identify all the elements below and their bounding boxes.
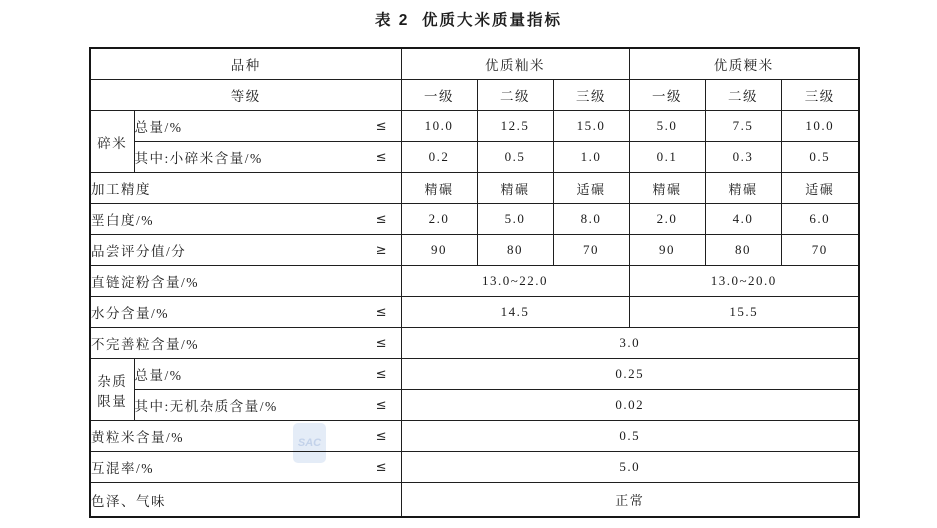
row-label: 垩白度/%	[91, 213, 154, 228]
row-label-cell	[90, 297, 401, 328]
value-cell: 14.5	[401, 297, 629, 328]
row-mixing-rate	[90, 452, 859, 483]
value-cell: 13.0~20.0	[629, 266, 859, 297]
value-cell: 5.0	[629, 111, 705, 142]
row-label-cell	[134, 359, 401, 390]
le-operator: ≤	[375, 428, 387, 444]
row-taste-score	[90, 235, 859, 266]
grade-cell: 二级	[705, 80, 781, 111]
value-cell: 5.0	[477, 204, 553, 235]
value-cell: 0.3	[705, 142, 781, 173]
row-label: 互混率/%	[91, 461, 154, 476]
row-small-broken-rice	[90, 142, 859, 173]
value-cell: 3.0	[401, 328, 859, 359]
value-cell: 精碾	[477, 173, 553, 204]
row-label: 黄粒米含量/%	[91, 430, 184, 445]
value-cell: 0.5	[401, 421, 859, 452]
table-title: 表 2 优质大米质量指标	[374, 12, 563, 29]
row-label: 色泽、气味	[91, 493, 166, 509]
header-row-variety	[90, 48, 859, 80]
le-operator: ≤	[375, 366, 387, 382]
le-operator: ≤	[375, 304, 387, 320]
row-label: 直链淀粉含量/%	[91, 275, 199, 290]
value-cell: 2.0	[629, 204, 705, 235]
row-moisture-content	[90, 297, 859, 328]
grade-header-cell: 等级	[90, 80, 401, 111]
ge-operator: ≥	[375, 242, 387, 258]
value-cell: 精碾	[705, 173, 781, 204]
value-cell: 8.0	[553, 204, 629, 235]
indica-group-header: 优质籼米	[401, 48, 629, 80]
value-cell: 正常	[401, 483, 859, 518]
value-cell: 12.5	[477, 111, 553, 142]
broken-rice-group-cell: 碎米	[90, 111, 134, 173]
row-inorganic-impurity	[90, 390, 859, 421]
value-cell: 0.25	[401, 359, 859, 390]
value-cell: 70	[553, 235, 629, 266]
row-label-cell	[90, 421, 401, 452]
grade-cell: 二级	[477, 80, 553, 111]
impurity-group-line1: 杂质	[97, 373, 128, 389]
row-label-cell	[134, 111, 401, 142]
grade-cell: 三级	[781, 80, 859, 111]
value-cell: 适碾	[553, 173, 629, 204]
row-label: 加工精度	[91, 182, 151, 197]
grade-cell: 一级	[629, 80, 705, 111]
value-cell: 10.0	[401, 111, 477, 142]
le-operator: ≤	[375, 118, 387, 134]
row-label-cell	[90, 328, 401, 359]
row-label-cell	[90, 173, 401, 204]
row-label: 品尝评分值/分	[91, 244, 187, 259]
japonica-group-header: 优质粳米	[629, 48, 859, 80]
le-operator: ≤	[375, 459, 387, 475]
le-operator: ≤	[375, 397, 387, 413]
value-cell: 80	[477, 235, 553, 266]
value-cell: 5.0	[401, 452, 859, 483]
row-color-odor	[90, 483, 859, 518]
row-label-cell	[134, 142, 401, 173]
row-label-cell	[90, 483, 401, 518]
value-cell: 6.0	[781, 204, 859, 235]
row-label: 水分含量/%	[91, 306, 169, 321]
row-label: 不完善粒含量/%	[91, 337, 199, 352]
value-cell: 13.0~22.0	[401, 266, 629, 297]
le-operator: ≤	[375, 211, 387, 227]
rice-quality-table	[89, 47, 860, 518]
impurity-group-cell	[90, 359, 134, 421]
value-cell: 0.5	[477, 142, 553, 173]
value-cell: 70	[781, 235, 859, 266]
row-label-cell	[90, 204, 401, 235]
grade-cell: 一级	[401, 80, 477, 111]
row-chalkiness	[90, 204, 859, 235]
header-row-grade	[90, 80, 859, 111]
row-broken-rice-total	[90, 111, 859, 142]
row-label: 其中:小碎米含量/%	[134, 151, 263, 166]
value-cell: 适碾	[781, 173, 859, 204]
value-cell: 90	[629, 235, 705, 266]
row-impurity-total	[90, 359, 859, 390]
grade-cell: 三级	[553, 80, 629, 111]
row-unsound-kernels	[90, 328, 859, 359]
row-label-cell	[90, 452, 401, 483]
value-cell: 4.0	[705, 204, 781, 235]
row-label-cell	[90, 235, 401, 266]
row-label-cell	[90, 266, 401, 297]
row-milling-degree	[90, 173, 859, 204]
value-cell: 0.2	[401, 142, 477, 173]
row-label-cell	[134, 390, 401, 421]
value-cell: 0.5	[781, 142, 859, 173]
variety-header-cell: 品种	[90, 48, 401, 80]
value-cell: 10.0	[781, 111, 859, 142]
value-cell: 0.1	[629, 142, 705, 173]
value-cell: 15.0	[553, 111, 629, 142]
value-cell: 7.5	[705, 111, 781, 142]
sac-watermark-text: SAC	[297, 437, 322, 449]
row-amylose-content	[90, 266, 859, 297]
row-label: 其中:无机杂质含量/%	[134, 399, 278, 414]
value-cell: 15.5	[629, 297, 859, 328]
row-yellow-kernels	[90, 421, 859, 452]
row-label: 总量/%	[134, 120, 183, 135]
le-operator: ≤	[375, 335, 387, 351]
row-label: 总量/%	[134, 368, 183, 383]
value-cell: 90	[401, 235, 477, 266]
le-operator: ≤	[375, 149, 387, 165]
value-cell: 80	[705, 235, 781, 266]
value-cell: 精碾	[401, 173, 477, 204]
value-cell: 精碾	[629, 173, 705, 204]
value-cell: 1.0	[553, 142, 629, 173]
value-cell: 0.02	[401, 390, 859, 421]
value-cell: 2.0	[401, 204, 477, 235]
impurity-group-line2: 限量	[97, 393, 128, 409]
